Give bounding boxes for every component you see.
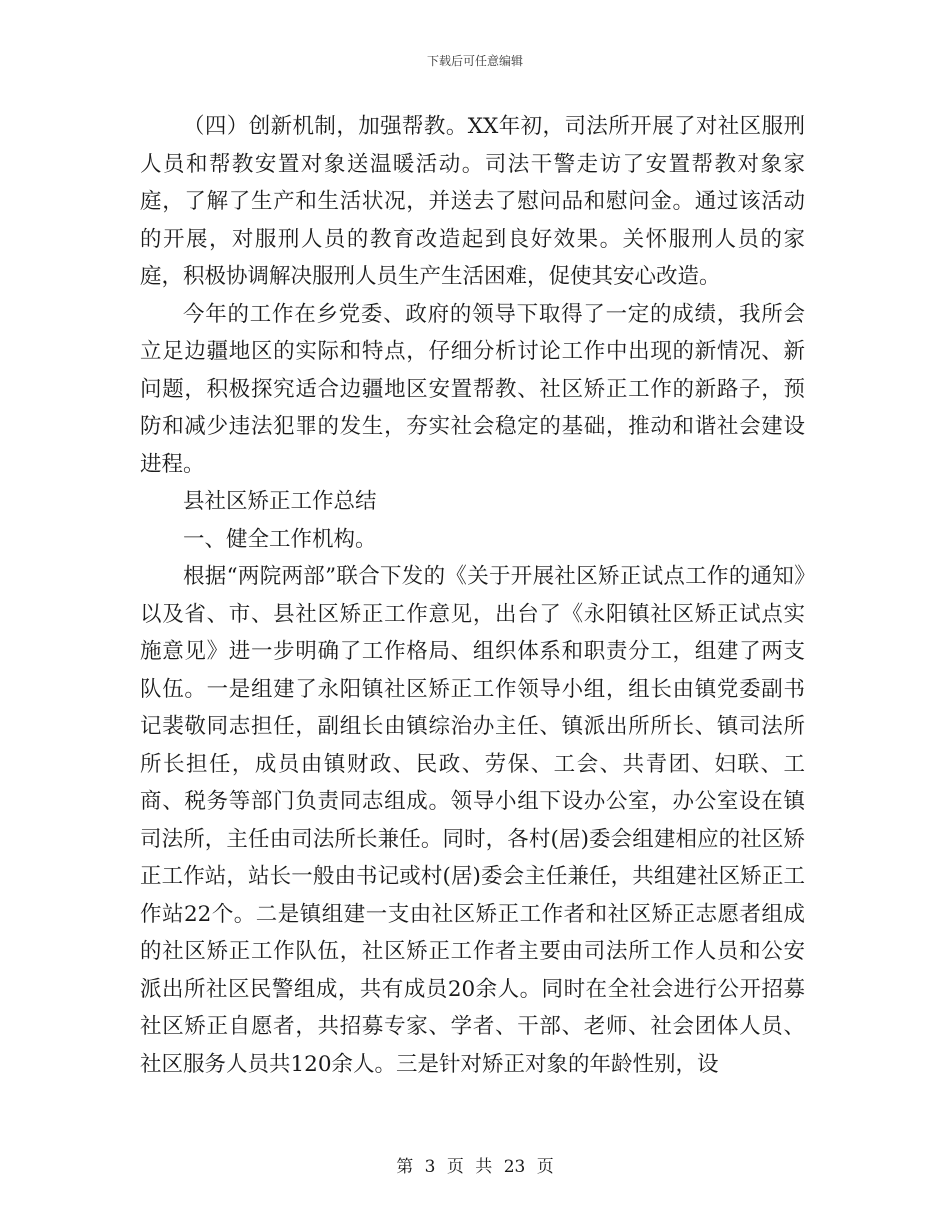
page-number: 第 3 页 共 23 页: [396, 1157, 554, 1177]
paragraph-this-year-work: 今年的工作在乡党委、政府的领导下取得了一定的成绩，我所会立足边疆地区的实际和特点，仔细分析讨论工作中出现的新情况、新问题，积极探究适合边疆地区安置帮教、社区矫正工作的新路子，预防和减少违法犯罪的发生，夯实社会稳定的基础，推动和谐社会建设进程。: [140, 301, 805, 477]
page-header-note: 下载后可任意编辑: [426, 54, 523, 68]
document-body: [140, 108, 805, 1083]
paragraph-innovation-mechanism: （四）创新机制，加强帮教。XX年初，司法所开展了对社区服刑人员和帮教安置对象送温暖活动。司法干警走访了安置帮教对象家庭，了解了生产和生活状况，并送去了慰问品和慰问金。通过该活动的开展，对服刑人员的教育改造起到良好效果。关怀服刑人员的家庭，积极协调解决服刑人员生产生活困难，促使其安心改造。: [140, 114, 805, 289]
section-title: 县社区矫正工作总结: [183, 489, 377, 514]
section-heading-1: 一、健全工作机构。: [183, 526, 377, 552]
paragraph-organization: 根据“两院两部”联合下发的《关于开展社区矫正试点工作的通知》以及省、市、县社区矫正工作意见，出台了《永阳镇社区矫正试点实施意见》进一步明确了工作格局、组织体系和职责分工，组建了两支队伍。一是组建了永阳镇社区矫正工作领导小组，组长由镇党委副书记裴敬同志担任，副组长由镇综治办主任、镇派出所所长、镇司法所所长担任，成员由镇财政、民政、劳保、工会、共青团、妇联、工商、税务等部门负责同志组成。领导小组下设办公室，办公室设在镇司法所，主任由司法所长兼任。同时，各村(居)委会组建相应的社区矫正工作站，站长一般由书记或村(居)委会主任兼任，共组建社区矫正工作站22个。二是镇组建一支由社区矫正工作者和社区矫正志愿者组成的社区矫正工作队伍，社区矫正工作者主要由司法所工作人员和公安派出所社区民警组成，共有成员20余人。同时在全社会进行公开招募社区矫正自愿者，共招募专家、学者、干部、老师、社会团体人员、社区服务人员共120余人。三是针对矫正对象的年龄性别，设: [140, 564, 805, 1077]
